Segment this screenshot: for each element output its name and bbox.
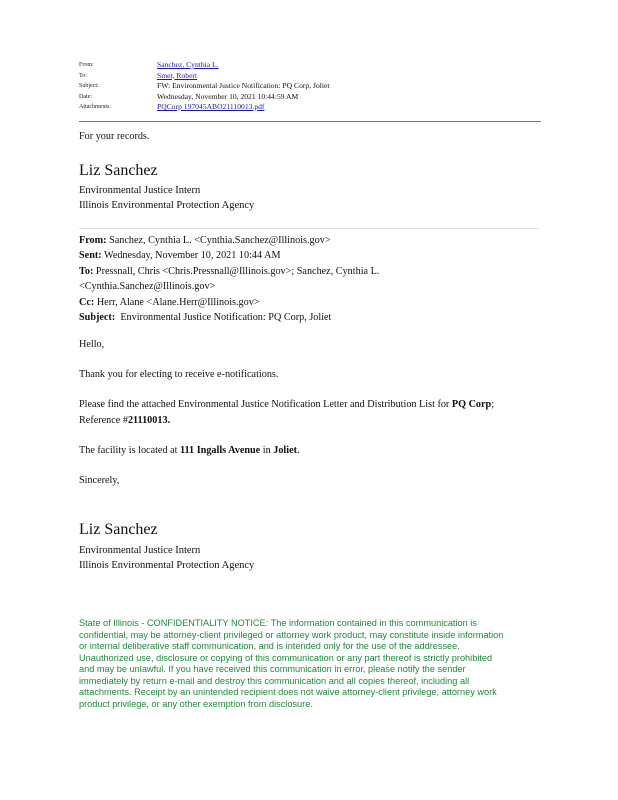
signature-bottom-name: Liz Sanchez <box>79 521 158 538</box>
body-paragraph-2-line-2 <box>79 415 170 426</box>
email-header <box>79 60 541 113</box>
notice-line: and may be unlawful. If you have received this communication in error, please notify the sender <box>79 664 466 674</box>
notice-line: or internal deliberative staff communication, and is intended only for the use of the addressee. <box>79 641 460 651</box>
p3-address: 111 Ingalls Avenue <box>180 445 261 456</box>
body-paragraph-2-line-1 <box>79 399 494 410</box>
signature-top-title: Environmental Justice Intern <box>79 185 201 196</box>
p2-prefix: Please find the attached Environmental Justice Notification Letter and Distribution List for <box>79 399 452 410</box>
original-subject-line <box>79 310 379 325</box>
p3-end: . <box>297 445 300 456</box>
header-to-link[interactable]: Smet, Robert <box>157 70 198 80</box>
p2-end: . <box>167 415 171 426</box>
p3-mid: in <box>260 445 274 456</box>
p2-separator: ; <box>491 399 495 410</box>
signature-bottom-org: Illinois Environmental Protection Agency <box>79 560 255 571</box>
header-date-row <box>79 92 541 103</box>
original-from-line <box>79 233 379 248</box>
original-sent-value: Wednesday, November 10, 2021 10:44 AM <box>104 250 281 262</box>
original-to-line <box>79 264 379 279</box>
message-divider <box>79 228 539 229</box>
original-from-value: Sanchez, Cynthia L. <Cynthia.Sanchez@Illinois.gov> <box>109 235 331 246</box>
forward-note: For your records. <box>79 131 150 142</box>
body-paragraph-1: Thank you for electing to receive e-notifications. <box>79 369 279 380</box>
signature-bottom-title: Environmental Justice Intern <box>79 545 201 556</box>
header-attachments-row <box>79 102 541 113</box>
header-to-label: To: <box>79 72 87 79</box>
header-divider <box>79 121 541 122</box>
header-from-label: From: <box>79 62 94 68</box>
original-sent-line <box>79 248 379 263</box>
header-to-row <box>79 71 541 82</box>
signature-top-org: Illinois Environmental Protection Agency <box>79 200 255 211</box>
p2-company: PQ Corp <box>451 399 492 410</box>
signature-top-name: Liz Sanchez <box>79 162 158 179</box>
original-subject-label: Subject: <box>79 312 116 324</box>
notice-line: attachments. Receipt by an unintended recipient does not waive attorney-client privilege, attorney work <box>79 687 497 697</box>
header-from-link[interactable]: Sanchez, Cynthia L. <box>157 60 219 69</box>
header-subject-row <box>79 81 541 92</box>
original-subject-value: Environmental Justice Notification: PQ Corp, Joliet <box>120 312 332 324</box>
original-to-value: Pressnall, Chris <Chris.Pressnall@Illinois.gov>; Sanchez, Cynthia L. <box>95 265 380 277</box>
original-cc-line <box>79 295 379 310</box>
p2-ref-label: Reference # <box>79 415 128 426</box>
p2-ref-value: 21110013 <box>127 415 168 426</box>
p3-city: Joliet <box>273 445 297 456</box>
original-to-label: To: <box>79 265 94 277</box>
original-sent-label: Sent: <box>79 250 102 262</box>
notice-line: immediately by return e-mail and destroy this communication and all copies thereof, including all <box>79 675 470 686</box>
notice-line: Unauthorized use, disclosure or copying of this communication or any part thereof is strictly prohibited <box>79 652 493 663</box>
notice-line: product privilege, or any other exemption from disclosure. <box>79 698 313 709</box>
original-cc-value: Herr, Alane <Alane.Herr@Illinois.gov> <box>96 296 260 308</box>
closing: Sincerely, <box>79 475 120 486</box>
header-from-row <box>79 60 541 71</box>
p3-prefix: The facility is located at <box>79 445 180 456</box>
original-from-label: From: <box>79 235 107 246</box>
original-cc-label: Cc: <box>79 296 95 308</box>
header-attachments-label: Attachments: <box>79 104 111 110</box>
original-to-line-2: <Cynthia.Sanchez@Illinois.gov> <box>79 281 216 293</box>
attachment-link[interactable]: PQCorp 197045ABO21110013.pdf <box>157 102 265 111</box>
header-date-label: Date: <box>79 93 92 100</box>
confidentiality-notice <box>79 618 544 710</box>
greeting: Hello, <box>79 339 105 350</box>
header-subject-value: FW: Environmental Justice Notification: PQ Corp, Joliet <box>157 81 330 90</box>
notice-line: State of Illinois - CONFIDENTIALITY NOTICE: The information contained in this communication is <box>79 618 477 628</box>
body-paragraph-3 <box>79 445 300 456</box>
header-subject-label: Subject: <box>79 83 99 89</box>
header-date-value: Wednesday, November 10, 2021 10:44:59 AM <box>157 91 299 101</box>
original-message-header <box>79 233 379 325</box>
notice-line: confidential, may be attorney-client privileged or attorney work product, may constitute inside information <box>79 629 504 640</box>
